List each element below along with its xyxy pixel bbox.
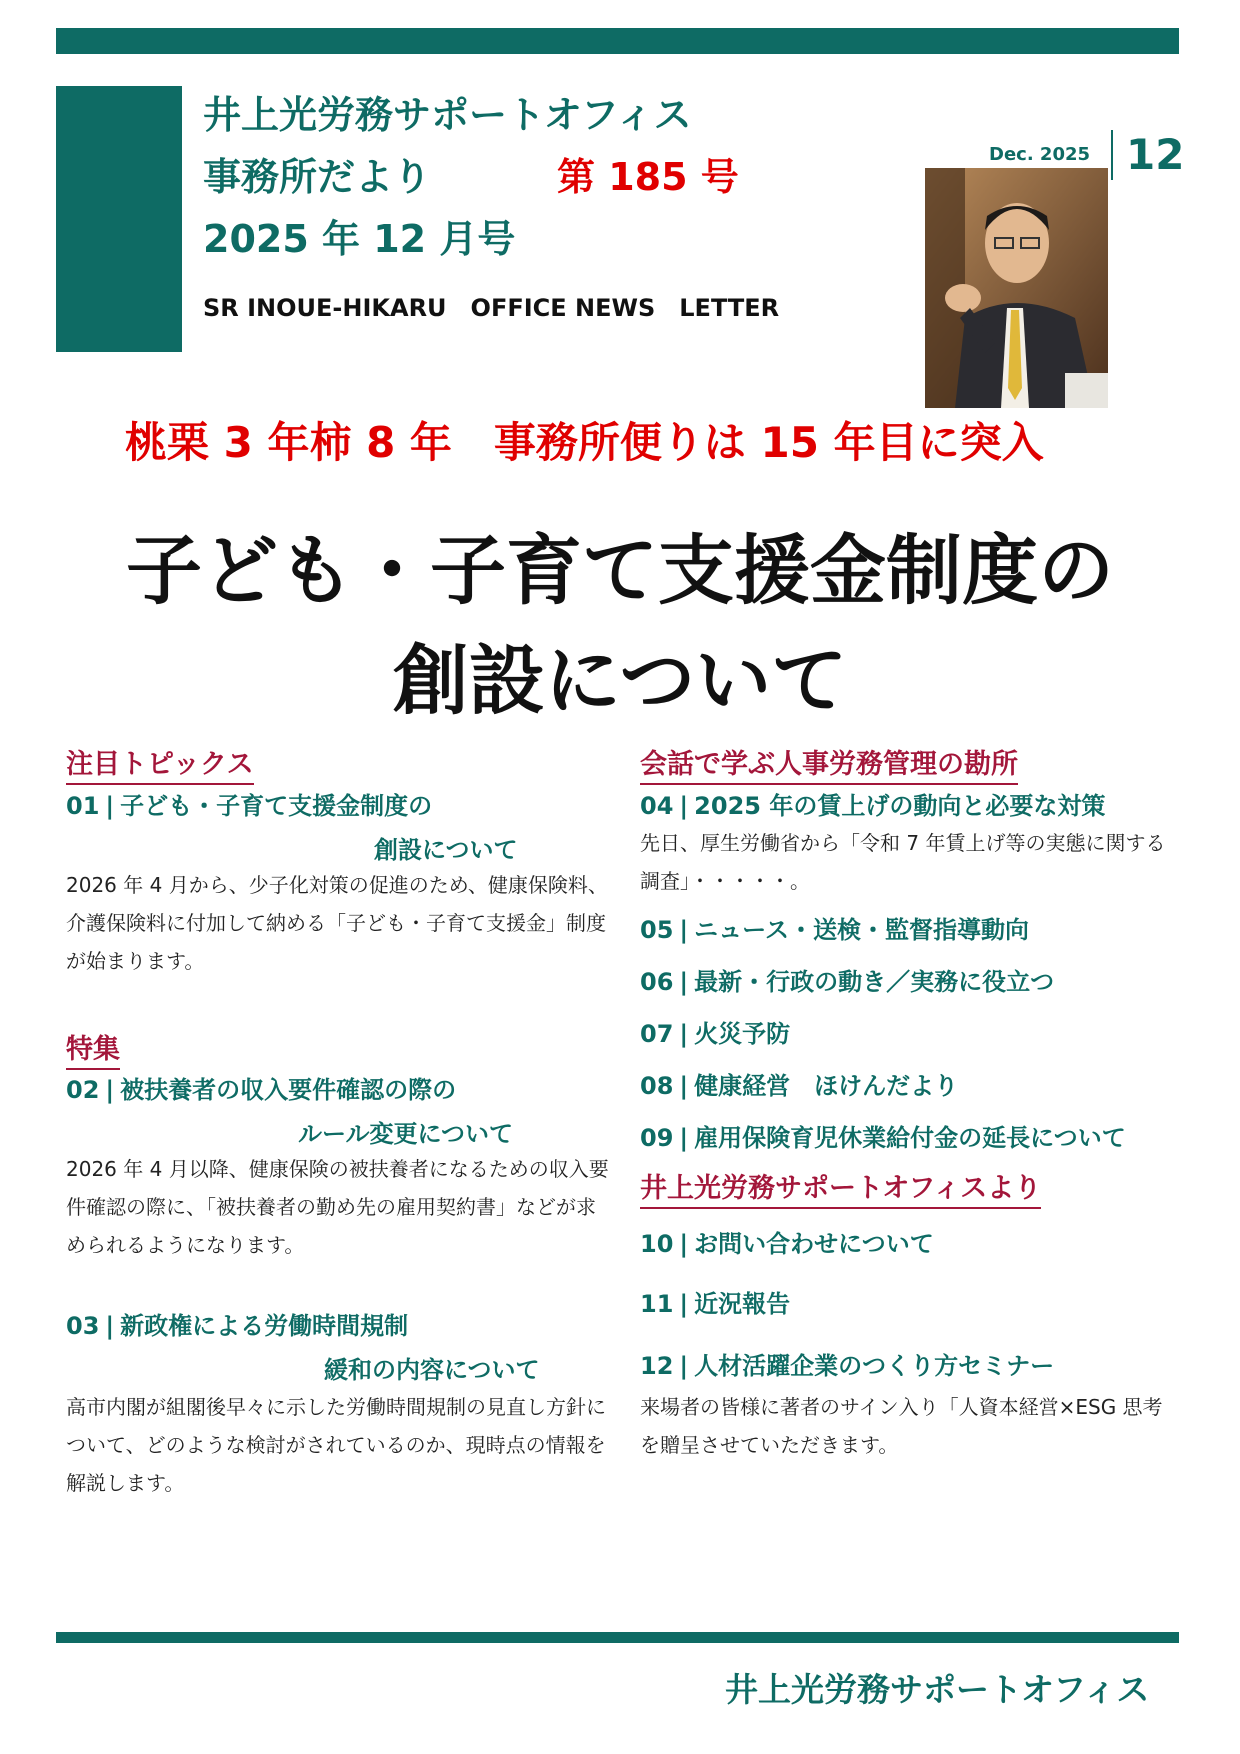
item-01-title-line2: 創設について [374,836,518,864]
item-04-summary: 先日、厚生労働省から「令和 7 年賃上げ等の実態に関する調査」・・・・・。 [640,831,1166,893]
item-01[interactable]: 01 | 子ども・子育て支援金制度の [66,792,433,820]
item-11[interactable]: 11 | 近況報告 [640,1290,791,1318]
item-10-title: お問い合わせについて [694,1230,934,1258]
header-block [56,86,182,352]
item-11-title: 近況報告 [694,1290,791,1318]
month-number: 12 [1126,130,1185,179]
item-03[interactable]: 03 | 新政権による労働時間規制 [66,1312,409,1340]
item-08[interactable]: 08 | 健康経営 ほけんだより [640,1072,959,1100]
item-09-title: 雇用保険育児休業給付金の延長について [694,1124,1126,1152]
issue-number: 第 185 号 [557,155,739,199]
author-photo-illustration [925,168,1108,408]
top-bar [56,28,1179,54]
english-title: SR INOUE-HIKARU OFFICE NEWS LETTER [203,294,780,322]
item-04-title: 2025 年の賃上げの動向と必要な対策 [694,792,1106,820]
issue-month: 2025 年 12 月号 [203,217,516,261]
item-01-title: 子ども・子育て支援金制度の [120,792,433,820]
item-02-title-line2: ルール変更について [298,1120,514,1148]
item-05-title: ニュース・送検・監督指導動向 [694,916,1029,944]
item-08-number: 08 [640,1072,674,1100]
item-03-number: 03 [66,1312,100,1340]
item-03-title-line2: 緩和の内容について [324,1356,540,1384]
item-07-title: 火災予防 [694,1020,791,1048]
item-12-number: 12 [640,1352,674,1380]
item-09[interactable]: 09 | 雇用保険育児休業給付金の延長について [640,1124,1126,1152]
item-10-number: 10 [640,1230,674,1258]
date-label: Dec. 2025 [989,144,1091,165]
anniversary-banner: 桃栗 3 年柿 8 年 事務所便りは 15 年目に突入 [125,418,1044,467]
item-02-summary: 2026 年 4 月以降、健康保険の被扶養者になるための収入要件確認の際に、「被扶養者の勤め先の雇用契約書」などが求められるようになります。 [66,1157,609,1257]
item-07[interactable]: 07 | 火災予防 [640,1020,791,1048]
item-02-number: 02 [66,1076,100,1104]
item-08-title: 健康経営 ほけんだより [694,1072,959,1100]
date-divider [1111,130,1113,180]
item-12[interactable]: 12 | 人材活躍企業のつくり方セミナー [640,1352,1055,1380]
item-05-number: 05 [640,916,674,944]
item-06-title: 最新・行政の動き／実務に役立つ [694,968,1055,996]
item-05[interactable]: 05 | ニュース・送検・監督指導動向 [640,916,1029,944]
item-02[interactable]: 02 | 被扶養者の収入要件確認の際の [66,1076,457,1104]
newsletter-name: 事務所だより [203,155,432,199]
bottom-bar [56,1632,1179,1643]
conversation-heading: 会話で学ぶ人事労務管理の勘所 [640,742,1018,785]
office-name: 井上光労務サポートオフィス [203,93,692,137]
item-01-number: 01 [66,792,100,820]
main-title-line1: 子ども・子育て支援金制度の [126,526,1114,615]
topics-heading: 注目トピックス [66,742,254,785]
item-06[interactable]: 06 | 最新・行政の動き／実務に役立つ [640,968,1055,996]
main-title-line2: 創設について [392,636,848,725]
item-04-number: 04 [640,792,674,820]
item-07-number: 07 [640,1020,674,1048]
feature-heading: 特集 [66,1027,120,1070]
office-heading: 井上光労務サポートオフィスより [640,1166,1041,1209]
item-06-number: 06 [640,968,674,996]
item-09-number: 09 [640,1124,674,1152]
author-photo [925,168,1108,408]
item-04[interactable]: 04 | 2025 年の賃上げの動向と必要な対策 [640,792,1106,820]
item-01-summary: 2026 年 4 月から、少子化対策の促進のため、健康保険料、介護保険料に付加して納める「子ども・子育て支援金」制度が始まります。 [66,873,608,973]
item-11-number: 11 [640,1290,674,1318]
item-03-summary: 高市内閣が組閣後早々に示した労働時間規制の見直し方針について、どのような検討がされているのか、現時点の情報を解説します。 [66,1395,606,1495]
footer-office-name: 井上光労務サポートオフィス [725,1670,1150,1709]
item-10[interactable]: 10 | お問い合わせについて [640,1230,934,1258]
item-12-summary: 来場者の皆様に著者のサイン入り「人資本経営×ESG 思考を贈呈させていただきます。 [640,1395,1163,1457]
item-03-title: 新政権による労働時間規制 [120,1312,409,1340]
item-12-title: 人材活躍企業のつくり方セミナー [694,1352,1055,1380]
item-02-title: 被扶養者の収入要件確認の際の [120,1076,457,1104]
